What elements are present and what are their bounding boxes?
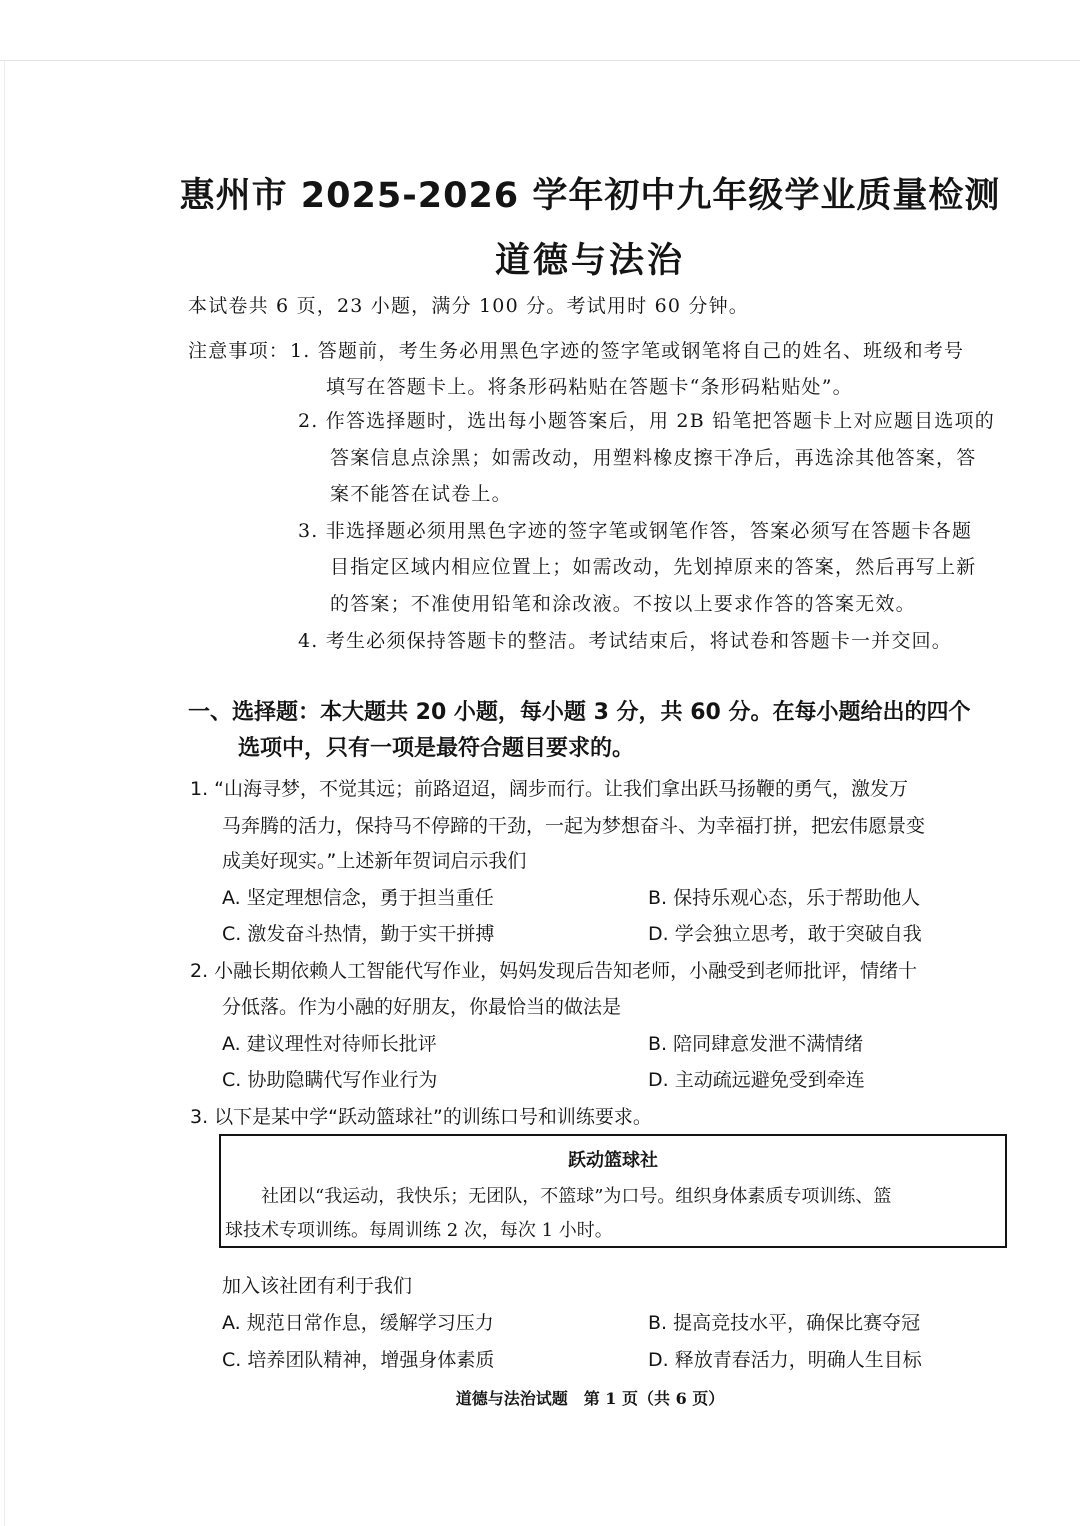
q2-option-d: D. 主动疏远避免受到牵连 (648, 1069, 865, 1091)
exam-title: 惠州市 2025-2026 学年初中九年级学业质量检测 (179, 176, 1001, 216)
club-info-title: 跃动篮球社 (568, 1150, 658, 1171)
q1-option-b: B. 保持乐观心态，乐于帮助他人 (648, 887, 921, 909)
note-2-line-3: 案不能答在试卷上。 (330, 483, 512, 505)
q3-question: 加入该社团有利于我们 (222, 1275, 413, 1297)
q1-option-a: A. 坚定理想信念，勇于担当重任 (222, 887, 494, 909)
q2-option-a: A. 建议理性对待师长批评 (222, 1033, 437, 1055)
q1-option-d: D. 学会独立思考，敢于突破自我 (648, 923, 922, 945)
notes-label: 注意事项： (188, 340, 290, 362)
q3-stem: 3. 以下是某中学“跃动篮球社”的训练口号和训练要求。 (190, 1106, 652, 1128)
section-1-heading: 一、选择题：本大题共 20 小题，每小题 3 分，共 60 分。在每小题给出的四个 (188, 700, 971, 725)
page-footer: 道德与法治试题 第 1 页（共 6 页） (455, 1389, 725, 1408)
exam-intro: 本试卷共 6 页，23 小题，满分 100 分。考试用时 60 分钟。 (188, 295, 749, 317)
q3-option-b: B. 提高竞技水平，确保比赛夺冠 (648, 1312, 921, 1334)
q2-option-c: C. 协助隐瞒代写作业行为 (222, 1069, 438, 1091)
note-3-line-2: 目指定区域内相应位置上；如需改动，先划掉原来的答案，然后再写上新 (330, 556, 977, 578)
subject-title: 道德与法治 (494, 241, 685, 281)
note-1-line-1: 1. 答题前，考生务必用黑色字迹的签字笔或钢笔将自己的姓名、班级和考号 (290, 340, 965, 362)
q3-option-c: C. 培养团队精神，增强身体素质 (222, 1349, 495, 1371)
q1-stem-line-2: 马奔腾的活力，保持马不停蹄的干劲，一起为梦想奋斗、为幸福打拼，把宏伟愿景变 (222, 815, 926, 837)
note-3-line-1: 3. 非选择题必须用黑色字迹的签字笔或钢笔作答，答案必须写在答题卡各题 (298, 520, 973, 542)
note-2-line-2: 答案信息点涂黑；如需改动，用塑料橡皮擦干净后，再选涂其他答案，答 (330, 447, 977, 469)
section-1-heading-cont: 选项中，只有一项是最符合题目要求的。 (238, 736, 635, 761)
club-info-line-1: 社团以“我运动，我快乐；无团队，不篮球”为口号。组织身体素质专项训练、篮 (261, 1186, 892, 1207)
q2-option-b: B. 陪同肆意发泄不满情绪 (648, 1033, 864, 1055)
q2-stem-line-1: 2. 小融长期依赖人工智能代写作业，妈妈发现后告知老师，小融受到老师批评，情绪十 (190, 960, 918, 982)
q1-stem-line-3: 成美好现实。”上述新年贺词启示我们 (222, 850, 527, 872)
q2-stem-line-2: 分低落。作为小融的好朋友，你最恰当的做法是 (222, 996, 622, 1018)
q1-option-c: C. 激发奋斗热情，勤于实干拼搏 (222, 923, 495, 945)
club-info-box (219, 1134, 1007, 1248)
q1-stem-line-1: 1. “山海寻梦，不觉其远；前路迢迢，阔步而行。让我们拿出跃马扬鞭的勇气，激发万 (190, 778, 909, 800)
scan-top-edge (0, 60, 1080, 61)
note-3-line-3: 的答案；不准使用铅笔和涂改液。不按以上要求作答的答案无效。 (330, 593, 916, 615)
note-2-line-1: 2. 作答选择题时，选出每小题答案后，用 2B 铅笔把答题卡上对应题目选项的 (298, 410, 995, 432)
q3-option-d: D. 释放青春活力，明确人生目标 (648, 1349, 922, 1371)
q3-option-a: A. 规范日常作息，缓解学习压力 (222, 1312, 494, 1334)
note-4: 4. 考生必须保持答题卡的整洁。考试结束后，将试卷和答题卡一并交回。 (298, 630, 952, 652)
club-info-line-2: 球技术专项训练。每周训练 2 次，每次 1 小时。 (225, 1220, 613, 1241)
note-1-line-2: 填写在答题卡上。将条形码粘贴在答题卡“条形码粘贴处”。 (326, 376, 853, 398)
